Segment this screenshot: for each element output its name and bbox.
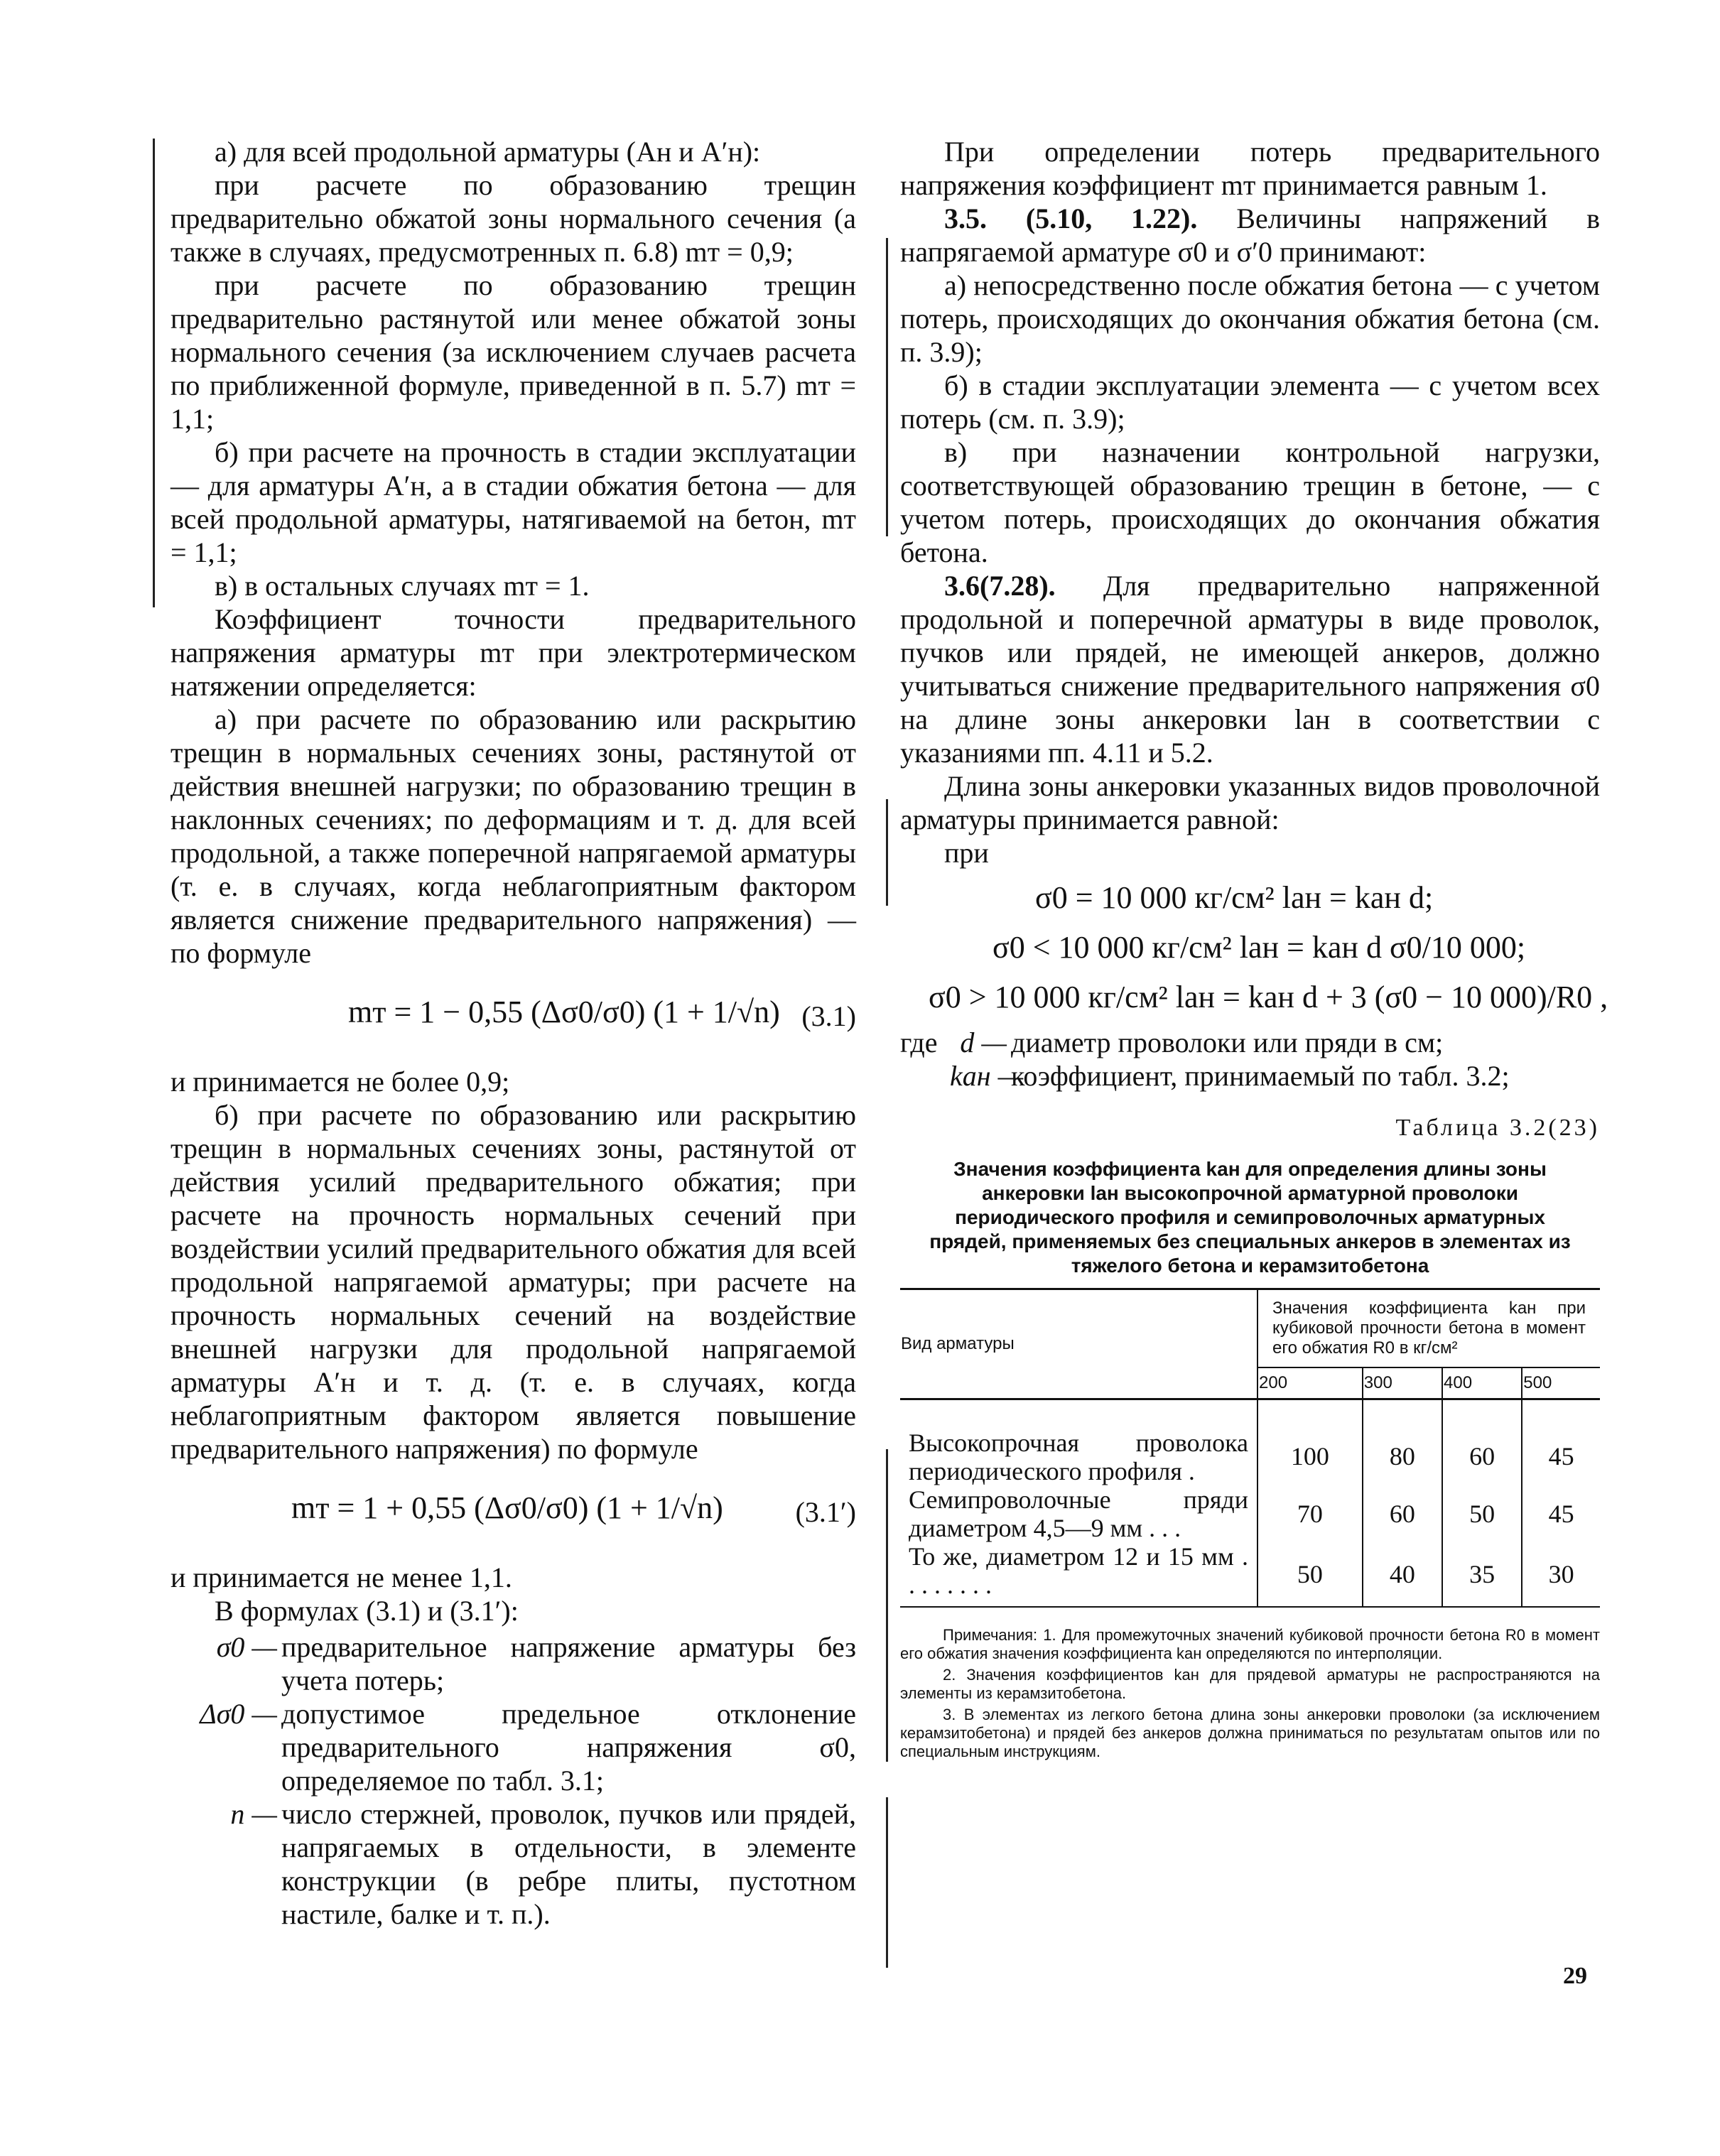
definition-term: Δσ0 —	[200, 1698, 277, 1730]
definition-row	[171, 1797, 856, 1931]
right-definitions	[900, 1026, 1600, 1093]
anchorage-coefficient-table	[900, 1288, 1600, 1608]
formula-3-1	[171, 978, 856, 1056]
definition-row	[900, 1059, 1600, 1093]
left-paragraph-9: б) при расчете по образованию или раскрытию трещин в нормальных сечениях зоны, растянутой от действия усилий предварительного обжатия; при расчете на прочность нормальных сечений при воздействии усилий предварительного обжатия для всей продольной напрягаемой арматуры; при расчете на прочность нормальных сечений на воздействие внешней нагрузки для продольной напрягаемой арматуры A′н и т. д. (т. е. в случаях, когда неблагоприятным фактором является повышение предварительного напряжения) по формуле	[171, 1099, 856, 1465]
equation-2: σ0 < 10 000 кг/см² lан = kан d σ0/10 000;	[992, 930, 1526, 965]
left-paragraph-1: а) для всей продольной арматуры (Aн и A′н):	[215, 136, 761, 168]
left-paragraph-7: а) при расчете по образованию или раскрытию трещин в нормальных сечениях зоны, растянутой от действия внешней нагрузки; по образованию трещин в наклонных сечениях; по деформациям и т. д. для всей продольной, а также поперечной напрягаемой арматуры (т. е. в случаях, когда неблагоприятным фактором является снижение предварительного напряжения) — по формуле	[171, 703, 856, 969]
definition-text: предварительное напряжение арматуры без учета потерь;	[281, 1631, 856, 1696]
table-row	[900, 1399, 1600, 1486]
definition-row	[900, 1026, 1600, 1059]
definition-text: диаметр проволоки или пряди в см;	[1011, 1026, 1444, 1058]
table-row	[900, 1542, 1600, 1607]
right-paragraph-6-text: Для предварительно напряженной продольной и поперечной арматуры в виде проволок, пучков или прядей, не имеющей анкеров, должно учитываться снижение предварительного напряжения σ0 на длине зоны анкеровки lан в соответствии с указаниями пп. 4.11 и 5.2.	[900, 570, 1600, 769]
formula-3-1-prime	[171, 1474, 856, 1552]
margin-rule-right-2	[886, 799, 888, 906]
formula-3-1-number: (3.1)	[801, 1000, 856, 1032]
equation-1: σ0 = 10 000 кг/см² lан = kан d;	[1035, 880, 1434, 915]
right-paragraph-2-text: Величины напряжений в напрягаемой арматуре σ0 и σ′0 принимают:	[900, 202, 1601, 268]
table-cell: 60	[1442, 1399, 1522, 1486]
definition-row	[171, 1630, 856, 1697]
left-definitions	[171, 1630, 856, 1931]
table-subheader: 200	[1257, 1367, 1363, 1399]
definition-term: kан —	[950, 1060, 1024, 1092]
table-subheader: 500	[1522, 1367, 1600, 1399]
table-col-header-type: Вид арматуры	[900, 1289, 1257, 1399]
table-row-label: Высокопрочная проволока периодического профиля .	[900, 1399, 1257, 1486]
left-paragraph-10: и принимается не менее 1,1.	[171, 1561, 512, 1593]
table-note-2: 2. Значения коэффициентов kан для прядевой арматуры не распространяются на элементы из керамзитобетона.	[900, 1666, 1600, 1702]
left-paragraph-2: при расчете по образованию трещин предварительно обжатой зоны нормального сечения (а также в случаях, предусмотренных п. 6.8) mт = 0,9;	[171, 169, 856, 268]
table-title: Значения коэффициента kан для определения длины зоны анкеровки lан высокопрочной арматурной проволоки периодического профиля и семипроволочных арматурных прядей, применяемых без специальных анкеров в элементах из тяжелого бетона и керамзитобетона	[929, 1158, 1571, 1277]
table-cell: 80	[1363, 1399, 1442, 1486]
table-notes	[900, 1626, 1600, 1761]
table-row-label: То же, диаметром 12 и 15 мм . . . . . . . .	[900, 1542, 1257, 1607]
definition-term: n —	[230, 1798, 277, 1830]
table-cell: 45	[1548, 1499, 1574, 1528]
margin-rule-left-1	[153, 139, 155, 593]
definition-term: σ0 —	[216, 1631, 277, 1663]
definition-term: d —	[960, 1026, 1007, 1058]
formula-3-1-prime-number: (3.1′)	[795, 1496, 856, 1528]
page-number: 29	[1563, 1963, 1587, 1989]
definition-text: допустимое предельное отклонение предварительного напряжения σ0, определяемое по табл. 3.1;	[281, 1698, 856, 1797]
left-paragraph-5: в) в остальных случаях mт = 1.	[215, 570, 590, 602]
table-caption: Таблица 3.2(23)	[1395, 1115, 1600, 1141]
margin-rule-left-2	[153, 529, 155, 607]
right-paragraph-8: при	[944, 837, 989, 869]
table-subheader: 300	[1363, 1367, 1442, 1399]
left-paragraph-3: при расчете по образованию трещин предварительно растянутой или менее обжатой зоны нормального сечения (за исключением случаев расчета по приближенной формуле, приведенной в п. 5.7) mт = 1,1;	[171, 269, 856, 435]
right-column	[900, 135, 1608, 1764]
table-cell: 35	[1442, 1542, 1522, 1607]
left-paragraph-11: В формулах (3.1) и (3.1′):	[215, 1595, 519, 1627]
formula-3-1-body: mт = 1 − 0,55 (Δσ0/σ0) (1 + 1/√n)	[348, 995, 780, 1029]
clause-number-3-5: 3.5. (5.10, 1.22).	[944, 202, 1198, 234]
definition-text: число стержней, проволок, пучков или прядей, напрягаемых в отдельности, в элементе конструкции (в ребре плиты, пустотном настиле, балке и т. п.).	[281, 1798, 856, 1930]
left-paragraph-4: б) при расчете на прочность в стадии эксплуатации — для арматуры A′н, а в стадии обжатия бетона — для всей продольной арматуры, натягиваемой на бетон, mт = 1,1;	[171, 436, 856, 568]
table-cell: 60	[1363, 1485, 1442, 1542]
table-cell: 30	[1522, 1542, 1600, 1607]
table-subheader: 400	[1442, 1367, 1522, 1399]
table-row	[900, 1485, 1600, 1542]
left-paragraph-6: Коэффициент точности предварительного напряжения арматуры mт при электротермическом натяжении определяется:	[171, 603, 856, 702]
table-cell: 50	[1442, 1485, 1522, 1542]
right-paragraph-5: в) при назначении контрольной нагрузки, соответствующей образованию трещин в бетоне, — с учетом потерь, происходящих до окончания обжатия бетона.	[900, 436, 1600, 568]
right-paragraph-6	[900, 569, 1600, 769]
table-cell: 50	[1257, 1542, 1363, 1607]
right-paragraph-2	[900, 202, 1600, 269]
table-cell: 40	[1363, 1542, 1442, 1607]
left-paragraph-8: и принимается не более 0,9;	[171, 1066, 510, 1098]
left-column	[171, 135, 856, 1931]
table-group-header: Значения коэффициента kан при кубиковой прочности бетона в момент его обжатия R0 в кг/см²	[1257, 1289, 1600, 1368]
margin-rule-right-1	[886, 238, 888, 536]
where-label: где	[900, 1026, 938, 1058]
table-cell: 100	[1257, 1399, 1363, 1486]
definition-text: коэффициент, принимаемый по табл. 3.2;	[1011, 1060, 1510, 1092]
definition-row	[171, 1697, 856, 1797]
table-note-3: 3. В элементах из легкого бетона длина зоны анкеровки проволоки (за исключением керамзитобетона) и прядей без анкеров должна приниматься по результатам опытов или по специальным инструкциям.	[900, 1706, 1600, 1760]
margin-rule-right-3	[886, 1449, 888, 1762]
table-cell: 70	[1257, 1485, 1363, 1542]
right-paragraph-4: б) в стадии эксплуатации элемента — с учетом всех потерь (см. п. 3.9);	[900, 369, 1600, 435]
table-row-label: Семипроволочные пряди диаметром 4,5—9 мм . . .	[900, 1485, 1257, 1542]
right-paragraph-3: а) непосредственно после обжатия бетона — с учетом потерь, происходящих до окончания обжатия бетона (см. п. 3.9);	[900, 269, 1600, 368]
formula-3-1-prime-body: mт = 1 + 0,55 (Δσ0/σ0) (1 + 1/√n)	[291, 1490, 723, 1525]
clause-number-3-6: 3.6(7.28).	[944, 570, 1056, 602]
equation-3: σ0 > 10 000 кг/см² lан = kан d + 3 (σ0 − 10 000)/R0 ,	[929, 980, 1608, 1014]
anchorage-equations	[900, 877, 1608, 1019]
right-paragraph-1: При определении потерь предварительного напряжения коэффициент mт принимается равным 1.	[900, 136, 1600, 201]
margin-rule-right-4	[886, 1797, 888, 1968]
table-cell: 45	[1548, 1442, 1574, 1470]
right-paragraph-7: Длина зоны анкеровки указанных видов проволочной арматуры принимается равной:	[900, 770, 1600, 835]
table-note-1: Примечания: 1. Для промежуточных значений кубиковой прочности бетона R0 в момент его обжатия значения коэффициента kан определяются по интерполяции.	[900, 1626, 1600, 1662]
